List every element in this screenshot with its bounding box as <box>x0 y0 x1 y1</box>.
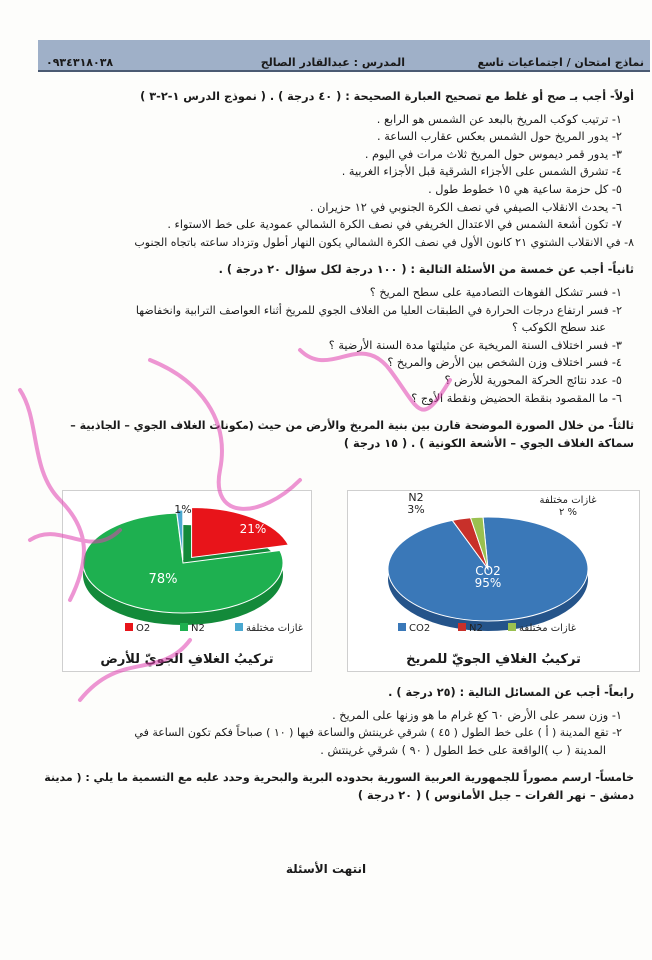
section2-item: ٤- فسر اختلاف وزن الشخص بين الأرض والمريخ ؟ <box>387 356 622 370</box>
pie-data-label: CO2 <box>475 564 501 578</box>
pie-data-label: 21% <box>239 522 267 536</box>
earth-pie-svg <box>63 491 313 673</box>
section2-item: ١- فسر تشكل الفوهات التصادمية على سطح المريخ ؟ <box>369 285 622 299</box>
mars-pie-svg <box>348 491 641 673</box>
section4-heading: رابعاً- أجب عن المسائل التالية : (٢٥ درجة ) . <box>388 686 634 699</box>
mars-atmosphere-chart <box>347 490 640 672</box>
charts-area <box>62 490 640 672</box>
section3-line2: سماكة الغلاف الجوي – الأشعة الكونية ) . ( ١٥ درجة ) <box>343 436 634 450</box>
section2-item: ٥- عدد نتائج الحركة المحورية للأرض ؟ <box>444 373 622 387</box>
header-teacher: المدرس : عبدالقادر الصالح <box>260 56 405 69</box>
section5-line2: دمشق – نهر الفرات – جبل الأمانوس ) ( ٢٠ درجة ) <box>357 788 634 802</box>
pie-data-label: ٢ % <box>558 507 578 518</box>
section1-item: ٢- يدور المريخ حول الشمس بعكس عقارب الساعة . <box>377 130 622 144</box>
section2-item: عند سطح الكوكب ؟ <box>512 321 606 335</box>
pie-data-label: 78% <box>148 572 178 587</box>
legend-swatch <box>398 623 406 631</box>
legend-swatch <box>235 623 243 631</box>
section4-item: ٢- تقع المدينة ( أ ) على خط الطول ( ٤٥ ) شرقي غرينتش والساعة فيها ( ١٠ ) صباحاً فكم تكون الساعة في <box>134 726 622 740</box>
legend-swatch <box>180 623 188 631</box>
section1-item: ٦- يحدث الانقلاب الصيفي في نصف الكرة الجنوبي في ١٢ حزيران . <box>309 200 622 214</box>
exam-content <box>8 88 634 452</box>
section4-item: ١- وزن سمر على الأرض ٦٠ كغ غرام ما هو وزنها على المريخ . <box>332 708 622 722</box>
section1-item: ٨- في الانقلاب الشتوي ٢١ كانون الأول في نصف الكرة الشمالي يكون النهار أطول وتزداد ساعته باتجاه الجنوب <box>134 235 634 249</box>
earth-chart-title: تركيبُ الغلافِ الجويّ للأرض <box>100 652 274 667</box>
section1-item: ٣- يدور قمر ديموس حول المريخ ثلاث مرات في اليوم . <box>364 147 622 161</box>
section3-line1: ثالثاً- من خلال الصورة الموضحة قارن بين بنية المريخ والأرض من حيث (مكونات الغلاف الجوي – الجاذبية – <box>70 419 634 433</box>
pie-data-label: N2 <box>408 491 424 504</box>
mars-chart-title: تركيبُ الغلافِ الجويّ للمريخ <box>406 652 581 667</box>
section5-line1: خامساً- ارسم مصوراً للجمهورية العربية السورية بحدوده البرية والبحرية وحدد عليه مع التسمية ما يلي : ( مدينة <box>44 771 634 785</box>
header-phone: ٠٩٣٤٣١٨٠٣٨ <box>46 56 114 69</box>
legend-swatch <box>508 623 516 631</box>
earth-atmosphere-chart <box>62 490 312 672</box>
legend-swatch <box>458 623 466 631</box>
pie-data-label: غازات مختلفة <box>539 495 597 506</box>
section2-item: ٣- فسر اختلاف السنة المريخية عن مثيلتها مدة السنة الأرضية ؟ <box>328 338 622 352</box>
page-header <box>38 40 650 72</box>
pie-data-label: 3% <box>407 503 425 516</box>
header-title: نماذج امتحان / اجتماعيات تاسع <box>477 56 644 69</box>
pie-data-label: 95% <box>474 576 502 590</box>
pie-data-label: 1% <box>174 503 192 516</box>
legend-label: N2 <box>469 623 483 634</box>
section4-item: المدينة ( ب )الواقعة على خط الطول ( ٩٠ ) شرقي غرينتش . <box>320 743 606 757</box>
exam-content-lower <box>8 684 634 805</box>
section2-item: ٦- ما المقصود بنقطة الحضيض ونقطة الأوج ؟ <box>411 391 622 405</box>
section1-item: ٧- تكون أشعة الشمس في الاعتدال الخريفي في نصف الكرة الشمالي عمودية على خط الاستواء . <box>167 218 622 232</box>
section1-item: ٥- كل حزمة ساعية هي ١٥ خطوط طول . <box>428 182 622 196</box>
section2-heading: ثانياً- أجب عن خمسة من الأسئلة التالية : ( ١٠٠ درجة لكل سؤال ٢٠ درجة ) . <box>218 263 634 277</box>
legend-swatch <box>125 623 133 631</box>
section1-item: ١- ترتيب كوكب المريخ بالبعد عن الشمس هو الرابع . <box>376 112 622 126</box>
legend-label: N2 <box>191 623 205 634</box>
legend-label: غازات مختلفة <box>246 623 304 634</box>
legend-label: CO2 <box>409 623 431 634</box>
end-of-questions: انتهت الأسئلة <box>285 862 367 876</box>
section1-item: ٤- تشرق الشمس على الأجزاء الشرقية قبل الأجزاء الغربية . <box>341 165 622 179</box>
legend-label: غازات مختلفة <box>519 623 577 634</box>
legend-label: O2 <box>136 623 151 634</box>
section2-item: ٢- فسر ارتفاع درجات الحرارة في الطبقات العليا من الغلاف الجوي للمريخ أثناء العواصف الترابية وانخفاضها <box>135 303 622 317</box>
section1-heading: أولاً- أجب بـ صح أو غلط مع تصحيح العبارة الصحيحة : ( ٤٠ درجة ) . ( نموذج الدرس ١-٢-٣ ) <box>140 90 634 103</box>
